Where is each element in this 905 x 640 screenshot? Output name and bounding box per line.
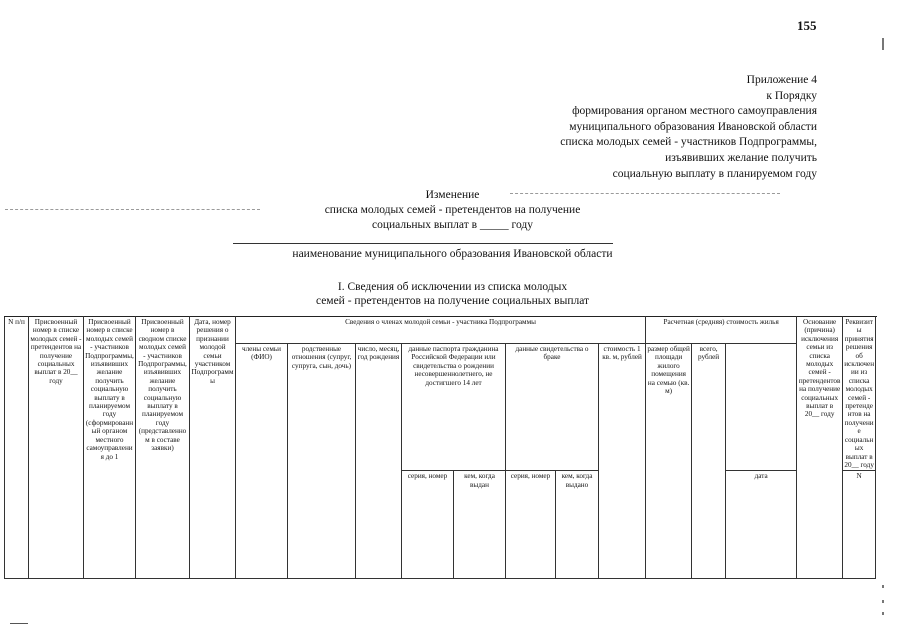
municipality-underline <box>233 243 613 244</box>
section-line: I. Сведения об исключении из списка молодых <box>337 281 568 293</box>
title-line: списка молодых семей - претендентов на получение <box>324 204 581 216</box>
col-header-decision-details: Реквизиты принятия решения об исключении из списка молодых семей - претендентов на получение социальных выплат в 20__ году <box>844 318 875 469</box>
col-header-cost-sqm: стоимость 1 кв. м, рублей <box>599 344 646 579</box>
scan-mark <box>882 600 884 603</box>
col-header-assigned-number: Присвоенный номер в списке молодых семей - претендентов на получение социальных выплат в 20__ году <box>29 317 84 579</box>
scan-mark <box>882 612 884 615</box>
scan-mark <box>882 38 884 50</box>
col-header-total: всего, рублей <box>692 344 726 579</box>
sub-header-n: N <box>843 471 876 579</box>
appendix-line: формирования органом местного самоуправления <box>572 105 817 118</box>
document-title <box>0 188 905 233</box>
sub-header-series-number: серия, номер <box>402 471 454 579</box>
appendix-line: к Порядку <box>766 89 817 102</box>
title-line: Изменение <box>425 189 480 201</box>
title-line: социальных выплат в _____ году <box>372 219 533 231</box>
group-header-family: Сведения о членах молодой семьи - участника Подпрограммы <box>236 317 646 344</box>
sub-header-issued-by: кем, когда выдано <box>556 471 599 579</box>
exclusion-table <box>4 316 876 579</box>
appendix-line: изъявивших желание получить <box>665 151 817 164</box>
col-header-n: N п/п <box>5 317 29 579</box>
sub-header-date: дата <box>726 471 797 579</box>
col-header-relation: родственные отношения (супруг, супруга, сын, дочь) <box>288 344 356 579</box>
sub-header-series-number: серия, номер <box>506 471 556 579</box>
appendix-line: списка молодых семей - участников Подпрограммы, <box>560 136 817 149</box>
col-header-passport: данные паспорта гражданина Российской Федерации или свидетельства о рождении несовершеннолетнего, не достигшего 14 лет <box>402 344 506 471</box>
appendix-line: социальную выплату в планируемом году <box>612 167 817 180</box>
appendix-line: Приложение 4 <box>746 74 817 86</box>
col-header-reason: Основание (причина) исключения семьи из списка молодых семей - претендентов на получение социальных выплат в 20__ году <box>797 317 843 579</box>
scan-mark <box>10 623 28 624</box>
section-title <box>0 280 905 308</box>
group-header-cost: Расчетная (средняя) стоимость жилья <box>646 317 797 344</box>
col-header-decision-date: Дата, номер решения о признании молодой семьи участником Подпрограммы <box>190 317 236 579</box>
appendix-line: муниципального образования Ивановской области <box>569 120 817 133</box>
col-header-marriage: данные свидетельства о браке <box>506 344 599 471</box>
scan-mark <box>882 585 884 588</box>
municipality-label: наименование муниципального образования Ивановской области <box>292 248 613 260</box>
page-number: 155 <box>797 18 817 33</box>
col-header-area: размер общей площади жилого помещения на семью (кв. м) <box>646 344 692 579</box>
appendix-header <box>560 73 817 182</box>
section-line: семей - претендентов на получение социальных выплат <box>315 295 590 307</box>
col-header-participants-number: Присвоенный номер в списке молодых семей - участников Подпрограммы, изъявивших желание получить социальную выплату в планируемом году (сформированный органом местного самоуправления до 1 <box>84 317 136 579</box>
col-header-members: члены семьи (ФИО) <box>236 344 288 579</box>
sub-header-issued-by: кем, когда выдан <box>454 471 506 579</box>
col-header-consolidated-number: Присвоенный номер в сводном списке молодых семей - участников Подпрограммы, изъявивших желание получить социальную выплату в планируемом году (представленном в составе заявки) <box>136 317 190 579</box>
col-header-birth-date: число, месяц, год рождения <box>356 344 402 579</box>
